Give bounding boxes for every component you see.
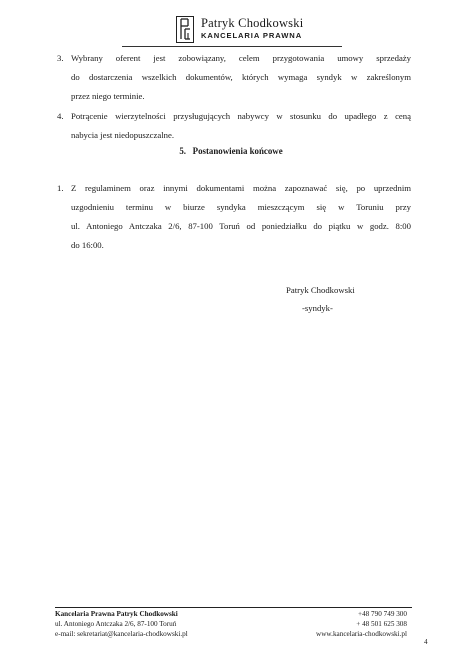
footer-contact-left <box>55 609 188 639</box>
list-item-number: 4. <box>57 111 64 121</box>
footer-firm-name: Kancelaria Prawna Patryk Chodkowski <box>55 610 178 618</box>
section-title: 5. Postanowienia końcowe <box>179 146 283 156</box>
footer-website: www.kancelaria-chodkowski.pl <box>316 630 407 638</box>
letterhead <box>0 0 462 50</box>
kancelaria-logo <box>176 16 194 43</box>
text-line: do dostarczenia wszelkich dokumentów, których wymaga syndyk w zakreślonym <box>71 72 411 82</box>
header-divider <box>122 46 342 47</box>
footer-divider <box>55 607 412 608</box>
footer-email: e-mail: sekretariat@kancelaria-chodkowski.pl <box>55 630 188 638</box>
text-line: Potrącenie wierzytelności przysługujących nabywcy w stosunku do upadłego z ceną <box>71 111 411 121</box>
text-line: do 16:00. <box>71 240 104 250</box>
signature-role: -syndyk- <box>302 303 333 313</box>
text-line: Wybrany oferent jest zobowiązany, celem przygotowania umowy sprzedaży <box>71 53 411 63</box>
text-line: ul. Antoniego Antczaka 2/6, 87-100 Toruń od poniedziałku do piątku w godz. 8:00 <box>71 221 411 231</box>
list-item-text <box>71 107 411 145</box>
footer-phone-2: + 48 501 625 308 <box>356 620 407 628</box>
signature-name: Patryk Chodkowski <box>286 285 355 295</box>
list-item-number: 3. <box>57 53 64 63</box>
footer-phone-1: +48 790 749 300 <box>358 610 407 618</box>
brand-subtitle: KANCELARIA PRAWNA <box>201 31 303 40</box>
footer-address: ul. Antoniego Antczaka 2/6, 87-100 Toruń <box>55 620 177 628</box>
text-line: przez niego terminie. <box>71 91 145 101</box>
brand-name: Patryk Chodkowski <box>201 16 304 30</box>
footer-contact-right <box>290 609 407 639</box>
text-line: uzgodnieniu terminu w biurze syndyka mieszczącym się w Toruniu przy <box>71 202 411 212</box>
page-number: 4 <box>424 638 428 646</box>
text-line: nabycia jest niedopuszczalne. <box>71 130 174 140</box>
list-item-text <box>71 49 411 106</box>
list-item-text <box>71 179 411 255</box>
text-line: Z regulaminem oraz innymi dokumentami można zapoznawać się, po uprzednim <box>71 183 411 193</box>
list-item-number: 1. <box>57 183 64 193</box>
